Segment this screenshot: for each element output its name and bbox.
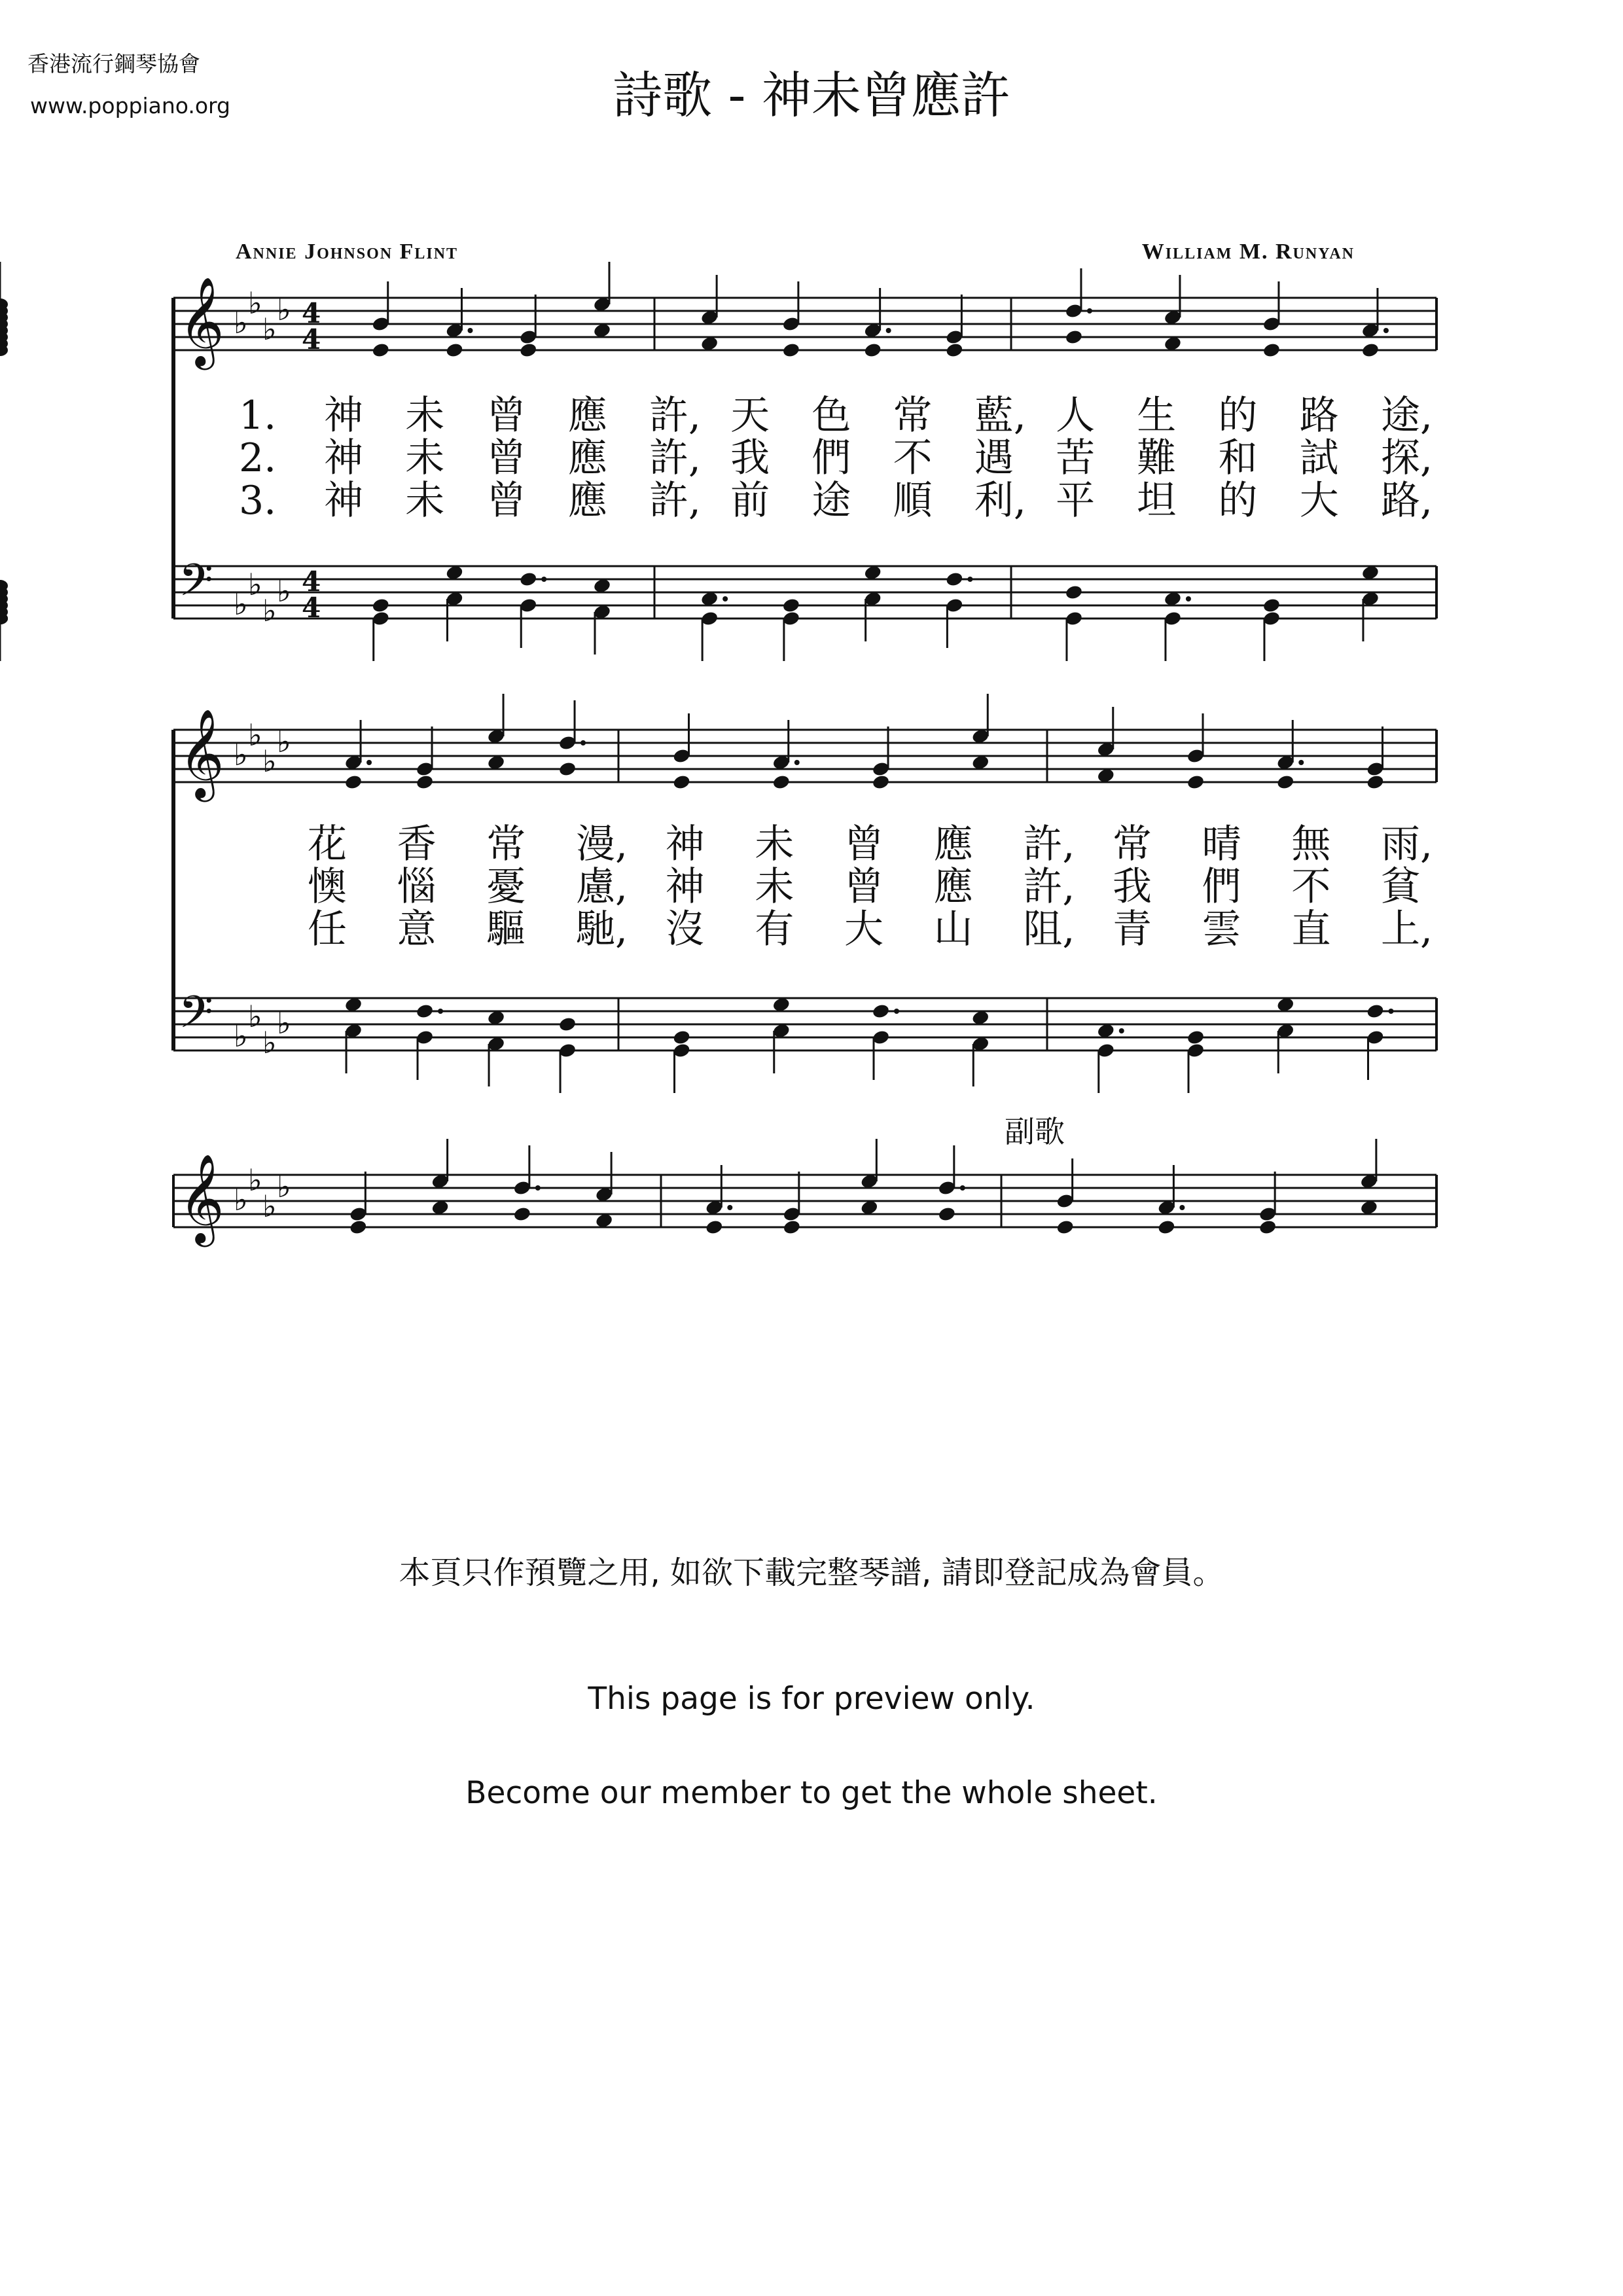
lyric-syllable: 神	[665, 864, 705, 910]
lyric-syllable: 人	[1056, 393, 1096, 439]
verse-number: 1.	[239, 393, 277, 439]
dot	[1186, 596, 1191, 601]
lyric-syllable: 遇	[974, 435, 1014, 481]
flat-sign: ♭	[248, 717, 262, 753]
dot	[967, 577, 972, 582]
note-head	[513, 1206, 532, 1222]
note-head	[349, 1219, 368, 1235]
lyrics-layer	[239, 393, 1433, 952]
lyric-syllable: 漫,	[576, 821, 628, 867]
lyric-syllable: 雲	[1202, 906, 1241, 952]
lyric-syllable: 應	[933, 821, 973, 867]
lyric-syllable: 有	[755, 906, 794, 952]
note-head	[1056, 1219, 1075, 1235]
lyric-syllable: 平	[1056, 478, 1096, 524]
flat-sign: ♭	[248, 285, 262, 321]
note-head	[863, 342, 882, 358]
lyric-syllable: 苦	[1056, 435, 1096, 481]
preview-notice-en-2: Become our member to get the whole sheet.	[465, 1775, 1158, 1811]
note-head	[416, 774, 435, 790]
dot	[467, 328, 473, 333]
lyric-syllable: 應	[567, 393, 607, 439]
treble-clef: 𝄞	[179, 276, 224, 366]
note-head	[519, 342, 538, 358]
lyric-syllable: 應	[567, 435, 607, 481]
note-head	[344, 774, 363, 790]
treble-staff	[173, 1139, 1436, 1247]
dot	[438, 1009, 443, 1014]
note-head	[371, 597, 390, 613]
bass-clef: 𝄢	[179, 555, 213, 617]
lyric-syllable: 山	[933, 906, 973, 952]
note-head	[672, 774, 691, 790]
note-head	[937, 1206, 956, 1222]
lyricist-credit: Annie Johnson Flint	[236, 240, 459, 264]
lyric-syllable: 試	[1299, 435, 1339, 481]
time-signature-bottom: 4	[302, 323, 321, 355]
site-name: 香港流行鋼琴協會	[27, 51, 200, 77]
note-head	[1366, 774, 1385, 790]
lyric-syllable: 順	[893, 478, 933, 524]
lyric-syllable: 大	[1299, 478, 1339, 524]
lyric-syllable: 神	[665, 821, 705, 867]
dot	[366, 760, 372, 765]
flat-sign: ♭	[277, 1005, 291, 1041]
note-head	[558, 1016, 577, 1032]
verse-number: 2.	[239, 435, 277, 481]
lyric-syllable: 不	[893, 435, 933, 481]
note-head	[705, 1219, 724, 1235]
lyric-syllable: 應	[567, 478, 607, 524]
composer-credit: William M. Runyan	[1141, 240, 1355, 264]
note-head	[672, 1029, 691, 1045]
flat-sign: ♭	[234, 737, 248, 772]
flat-sign: ♭	[262, 1025, 277, 1060]
lyric-syllable: 色	[812, 393, 851, 439]
lyric-syllable: 的	[1218, 393, 1258, 439]
lyric-syllable: 阻,	[1023, 906, 1075, 952]
time-signature-bottom: 4	[302, 592, 321, 624]
dot	[727, 1205, 732, 1210]
lyric-syllable: 神	[324, 478, 363, 524]
bass-staff	[0, 555, 1436, 661]
verse-number: 3.	[239, 478, 277, 524]
lyric-syllable: 常	[893, 393, 933, 439]
site-url[interactable]: www.poppiano.org	[30, 93, 230, 118]
treble-clef: 𝄞	[179, 708, 224, 798]
flat-sign: ♭	[234, 1018, 248, 1054]
preview-notice-zh: 本頁只作預覽之用, 如欲下載完整琴譜, 請即登記成為會員。	[399, 1554, 1224, 1591]
lyric-syllable: 未	[755, 821, 794, 867]
lyric-syllable: 路,	[1381, 478, 1433, 524]
dot	[1119, 1028, 1124, 1033]
lyric-syllable: 任	[308, 906, 347, 952]
dot	[722, 596, 728, 601]
flat-sign: ♭	[277, 573, 291, 609]
preview-notice-en-1: This page is for preview only.	[588, 1681, 1035, 1717]
note-head	[1186, 774, 1205, 790]
lyric-syllable: 神	[324, 435, 363, 481]
lyric-syllable: 難	[1137, 435, 1177, 481]
flat-sign: ♭	[262, 312, 277, 347]
note-head	[1361, 342, 1380, 358]
lyric-syllable: 應	[933, 864, 973, 910]
lyric-syllable: 和	[1218, 435, 1258, 481]
dot	[794, 760, 800, 765]
flat-sign: ♭	[262, 744, 277, 779]
dot	[1179, 1205, 1185, 1210]
flat-sign: ♭	[248, 999, 262, 1034]
lyric-syllable: 許,	[649, 393, 702, 439]
lyric-syllable: 的	[1218, 478, 1258, 524]
lyric-syllable: 未	[405, 478, 445, 524]
flat-sign: ♭	[277, 1169, 291, 1204]
note-head	[1186, 1029, 1205, 1045]
lyric-syllable: 驅	[486, 906, 526, 952]
lyric-syllable: 們	[812, 435, 851, 481]
dot	[541, 577, 546, 582]
flat-sign: ♭	[234, 305, 248, 340]
lyric-syllable: 探,	[1381, 435, 1433, 481]
lyric-syllable: 藍,	[974, 393, 1026, 439]
flat-sign: ♭	[248, 1162, 262, 1198]
lyric-syllable: 常	[1113, 821, 1152, 867]
lyric-syllable: 青	[1113, 906, 1152, 952]
bass-staff	[173, 987, 1436, 1093]
lyric-syllable: 我	[1113, 864, 1152, 910]
time-signature-top: 4	[302, 297, 321, 329]
lyric-syllable: 上,	[1381, 906, 1433, 952]
page-title: 詩歌 - 神未曾應許	[613, 66, 1010, 124]
treble-staff	[173, 694, 1436, 802]
note-head	[872, 774, 891, 790]
note-head	[782, 597, 801, 613]
note-head	[519, 571, 538, 587]
lyric-syllable: 懊	[308, 864, 347, 910]
lyric-syllable: 利,	[974, 478, 1026, 524]
lyric-syllable: 曾	[486, 478, 526, 524]
lyric-syllable: 途,	[1381, 393, 1433, 439]
lyric-syllable: 曾	[486, 435, 526, 481]
lyric-syllable: 天	[730, 393, 770, 439]
lyric-syllable: 未	[405, 435, 445, 481]
note-head	[782, 1219, 801, 1235]
flat-sign: ♭	[234, 1182, 248, 1217]
time-signature-top: 4	[302, 565, 321, 598]
lyric-syllable: 常	[486, 821, 526, 867]
lyric-syllable: 途	[812, 478, 851, 524]
lyric-syllable: 生	[1137, 393, 1177, 439]
treble-clef: 𝄞	[179, 1153, 224, 1243]
lyric-syllable: 曾	[844, 864, 883, 910]
lyric-syllable: 路	[1299, 393, 1339, 439]
lyric-syllable: 沒	[665, 906, 705, 952]
note-head	[945, 342, 964, 358]
note-head	[445, 342, 464, 358]
lyric-syllable: 惱	[397, 864, 437, 910]
treble-staff	[0, 262, 1436, 370]
note-head	[1262, 597, 1281, 613]
flat-sign: ♭	[262, 593, 277, 628]
note-head	[782, 342, 801, 358]
flat-sign: ♭	[277, 292, 291, 327]
note-head	[945, 571, 964, 587]
dot	[1087, 308, 1092, 314]
dot	[535, 1185, 541, 1191]
dot	[1298, 760, 1304, 765]
lyric-syllable: 晴	[1202, 821, 1241, 867]
flat-sign: ♭	[262, 1189, 277, 1224]
lyric-syllable: 雨,	[1381, 821, 1433, 867]
lyric-syllable: 神	[324, 393, 363, 439]
dot	[580, 740, 586, 745]
dot	[1383, 328, 1389, 333]
lyric-syllable: 們	[1202, 864, 1241, 910]
note-head	[1366, 1003, 1385, 1019]
lyric-syllable: 花	[308, 821, 347, 867]
note-head	[371, 342, 390, 358]
lyric-syllable: 我	[730, 435, 770, 481]
note-head	[558, 761, 577, 777]
note-head	[416, 1003, 435, 1019]
lyric-syllable: 未	[405, 393, 445, 439]
flat-sign: ♭	[277, 724, 291, 759]
note-head	[872, 1003, 891, 1019]
lyric-syllable: 未	[755, 864, 794, 910]
note-head	[772, 774, 791, 790]
dot	[1389, 1009, 1394, 1014]
lyric-syllable: 不	[1291, 864, 1331, 910]
dot	[886, 328, 891, 333]
lyric-syllable: 無	[1291, 821, 1331, 867]
note-head	[1157, 1219, 1176, 1235]
lyric-syllable: 意	[397, 906, 437, 952]
lyric-syllable: 坦	[1137, 478, 1177, 524]
flat-sign: ♭	[234, 586, 248, 622]
note-head	[1065, 584, 1084, 600]
note-head	[1262, 342, 1281, 358]
refrain-label: 副歌	[1005, 1114, 1065, 1149]
note-head	[1065, 329, 1084, 345]
lyric-syllable: 香	[397, 821, 437, 867]
lyric-syllable: 曾	[486, 393, 526, 439]
lyric-syllable: 許,	[1023, 864, 1075, 910]
lyric-syllable: 曾	[844, 821, 883, 867]
lyric-syllable: 貧	[1381, 864, 1420, 910]
lyric-syllable: 直	[1291, 906, 1331, 952]
lyric-syllable: 前	[730, 478, 770, 524]
dot	[960, 1185, 965, 1191]
note-head	[1258, 1219, 1277, 1235]
lyric-syllable: 慮,	[576, 864, 628, 910]
flat-sign: ♭	[248, 567, 262, 602]
lyric-syllable: 憂	[486, 864, 526, 910]
lyric-syllable: 許,	[1023, 821, 1075, 867]
note-head	[1276, 774, 1295, 790]
lyric-syllable: 許,	[649, 478, 702, 524]
bass-clef: 𝄢	[179, 987, 213, 1049]
lyric-syllable: 馳,	[576, 906, 628, 952]
lyric-syllable: 許,	[649, 435, 702, 481]
dot	[894, 1009, 899, 1014]
lyric-syllable: 大	[844, 906, 883, 952]
